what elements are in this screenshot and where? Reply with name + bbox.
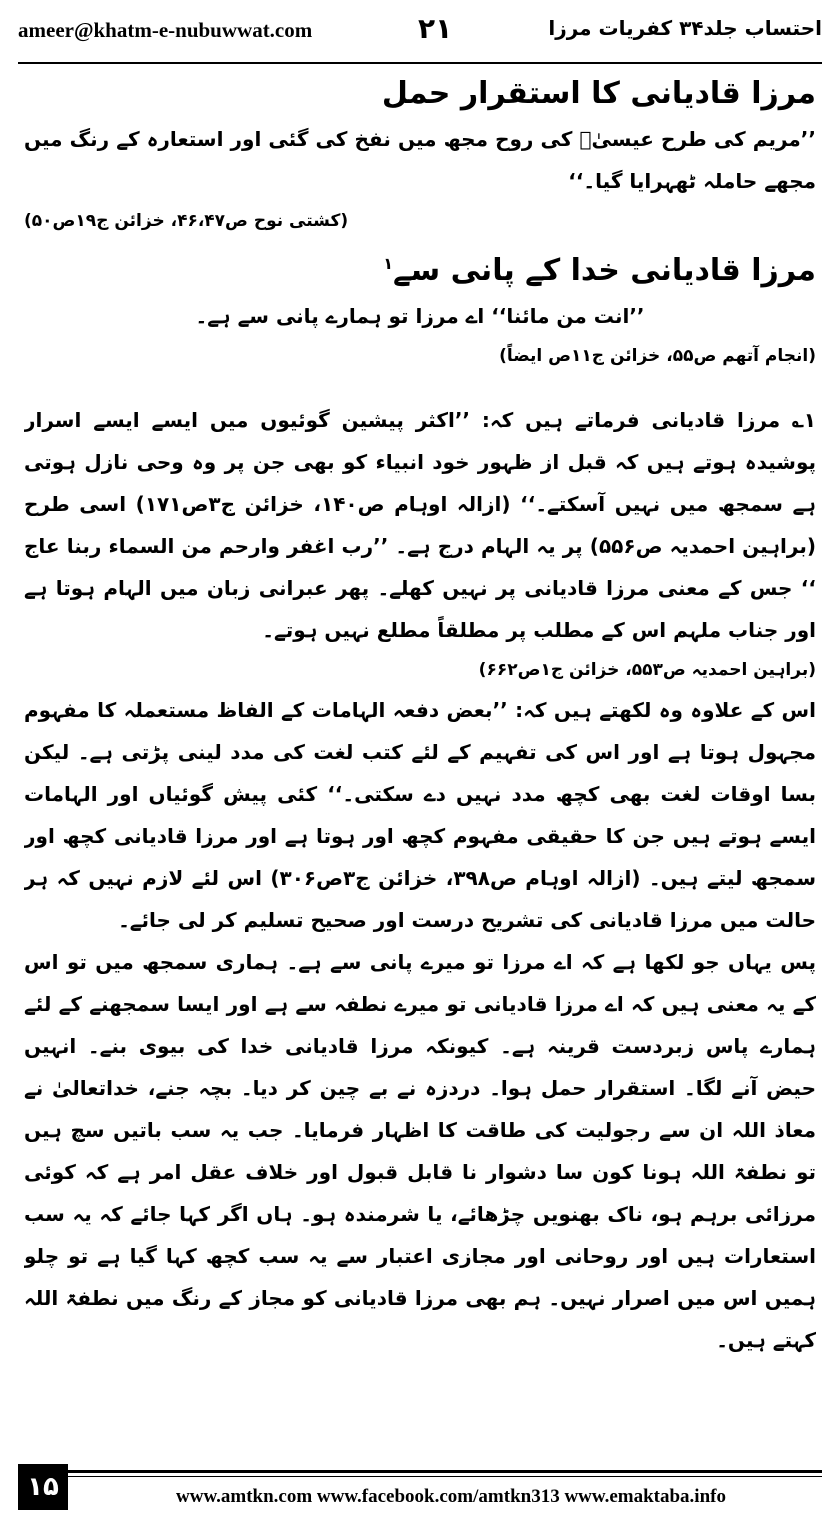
footer-links: www.amtkn.com www.facebook.com/amtkn313 www.emaktaba.info <box>176 1486 726 1507</box>
page-body <box>24 70 816 1450</box>
reference-anjam-atham: (انجام آتھم ص۵۵، خزائن ج۱۱ص ایضاً) <box>499 346 816 366</box>
heading-pregnancy: مرزا قادیانی کا استقرار حمل <box>381 76 816 111</box>
quote-anta-min-maina: ’’انت من مائنا‘‘ اے مرزا تو ہمارے پانی سے ہے۔ <box>195 304 645 328</box>
footer-page-number: ۱۵ <box>18 1464 68 1510</box>
paragraph-conclusion: پس یہاں جو لکھا ہے کہ اے مرزا تو میرے پانی سے ہے۔ ہماری سمجھ میں تو اس کے یہ معنی ہیں کہ اے مرزا قادیانی تو میرے نطفہ سے ہے اور ایسا سمجھنے کے لئے ہمارے پاس زبردست قرینہ ہے۔ کیونکہ مرزا قادیانی خدا کی بیوی بنے۔ انہیں حیض آنے لگا۔ استقرار حمل ہوا۔ دردزہ نے بے چین کر دیا۔ بچہ جنے، خداتعالیٰ نے معاذ اللہ ان سے رجولیت کی طاقت کا اظہار فرمایا۔ جب یہ سب باتیں سچ ہیں تو نطفۃ اللہ ہونا کون سا دشوار نا قابل قبول اور خلاف عقل امر ہے کہ کوئی مرزائی برہم ہو، ناک بھنویں چڑھائے، یا شرمندہ ہو۔ ہاں اگر کہا جائے کہ یہ سب استعارات ہیں اور روحانی اور مجازی اعتبار سے یہ سب کچھ کہا گیا ہے تو چلو ہمیں اس میں اصرار نہیں۔ ہم بھی مرزا قادیانی کو مجاز کے رنگ میں نطفۃ اللہ کہتے ہیں۔ <box>24 950 816 1352</box>
page-header <box>18 0 822 58</box>
page-footer <box>18 1470 822 1526</box>
quote-kashti-nuh: ’’مریم کی طرح عیسیٰؑ کی روح مجھ میں نفخ کی گئی اور استعارہ کے رنگ میں مجھے حاملہ ٹھہرایا گیا۔‘‘ <box>24 127 816 193</box>
reference-barahin: (براہین احمدیہ ص۵۵۳، خزائن ج۱ص۶۶۲) <box>478 660 816 680</box>
footer-rule-thick <box>18 1470 822 1473</box>
header-email: ameer@khatm-e-nubuwwat.com <box>18 18 313 42</box>
reference-kashti-nuh: (کشتی نوح ص۴۶،۴۷، خزائن ج۱۹ص۵۰) <box>24 211 349 231</box>
heading-water <box>24 240 816 295</box>
footnote-paragraph: ۱؎ مرزا قادیانی فرماتے ہیں کہ: ’’اکثر پیشین گوئیوں میں ایسے ایسے اسرار پوشیدہ ہوتے ہیں کہ قبل از ظہور خود انبیاء کو بھی جن پر وہ وحی نازل ہوتی ہے سمجھ میں نہیں آسکتے۔‘‘ (ازالہ اوہام ص۱۴۰، خزائن ج۳ص۱۷۱) اسی طرح (براہین احمدیہ ص۵۵۶) پر یہ الہام درج ہے۔ ’’رب اغفر وارحم من السماء ربنا عاج ‘‘ جس کے معنی مرزا قادیانی پر نہیں کھلے۔ پھر عبرانی زبان میں الہام ہوتا ہے اور جناب ملہم اس کے مطلب پر مطلقاً مطلع نہیں ہوتے۔ <box>24 408 816 642</box>
header-rule <box>18 62 822 64</box>
section-gap <box>24 375 816 399</box>
heading-water-text: مرزا قادیانی خدا کے پانی سے <box>393 253 816 288</box>
header-book-title: احتساب جلد۳۴ کفریات مرزا <box>548 16 822 40</box>
paragraph-ilhamat: اس کے علاوہ وہ لکھتے ہیں کہ: ’’بعض دفعہ الہامات کے الفاظ مستعملہ کا مفہوم مجہول ہوتا ہے اور اس کی تفہیم کے لئے کتب لغت کی مدد لینی پڑتی ہے۔ لیکن بسا اوقات لغت بھی کچھ مدد نہیں دے سکتی۔‘‘ کئی پیش گوئیاں اور الہامات ایسے ہوتے ہیں جن کا حقیقی مفہوم کچھ اور ہوتا ہے اور مرزا قادیانی کچھ اور سمجھ لیتے ہیں۔ (ازالہ اوہام ص۳۹۸، خزائن ج۳ص۳۰۶) اس لئے لازم نہیں کہ ہر حالت میں مرزا قادیانی کی تشریح درست اور صحیح تسلیم کر لی جائے۔ <box>24 698 816 932</box>
footnote-marker: ۱ <box>383 254 394 273</box>
header-page-number: ۲۱ <box>418 12 453 45</box>
footer-rule-thin <box>18 1476 822 1477</box>
